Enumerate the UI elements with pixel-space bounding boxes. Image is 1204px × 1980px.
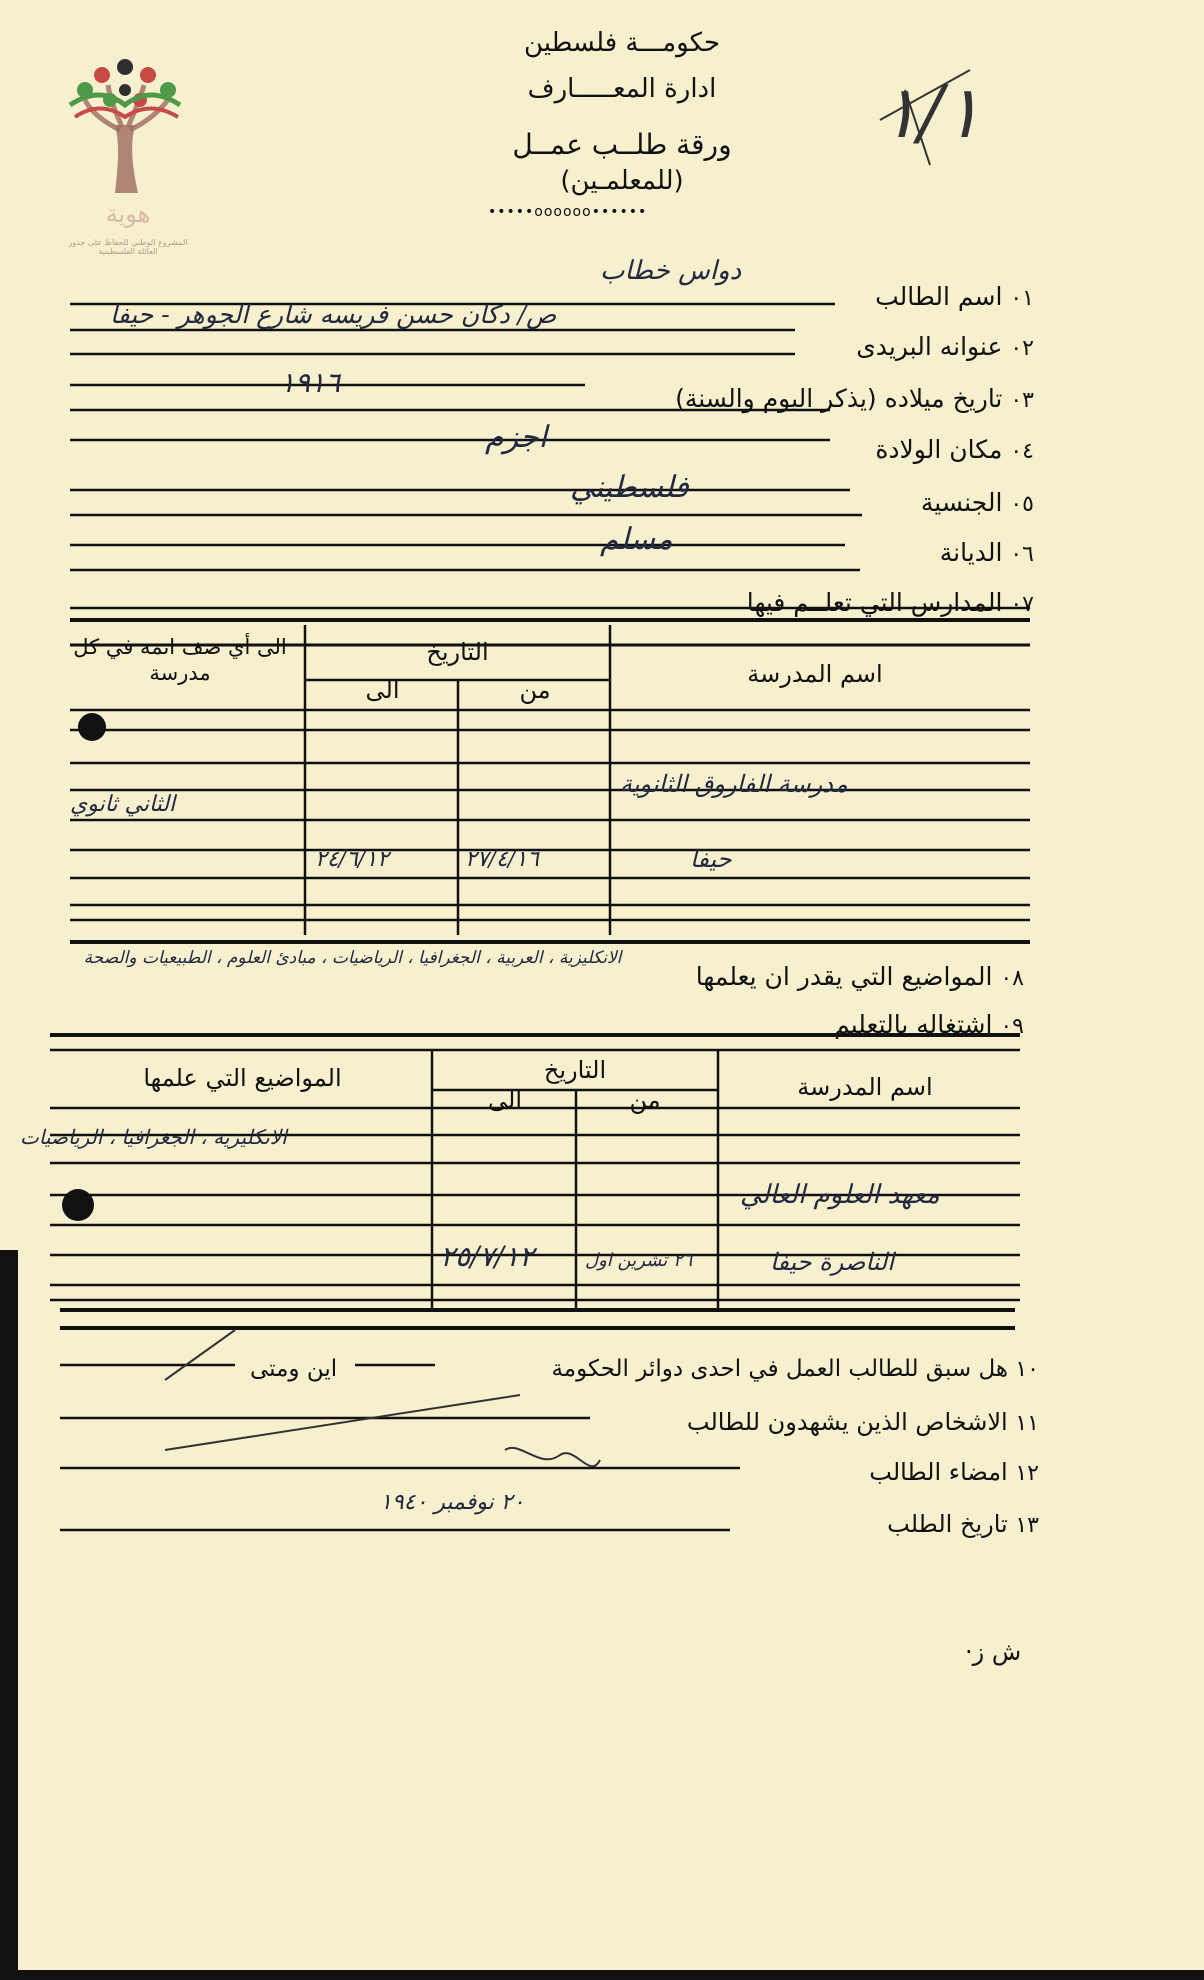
footer-mark: ش ز· — [965, 1638, 1022, 1666]
col-teaching-school-header: اسم المدرسة — [797, 1073, 933, 1101]
field-06-label: ٠٦ الديانة — [939, 538, 1034, 567]
field-01-label: ٠١ اسم الطالب — [875, 282, 1034, 311]
signature — [500, 1440, 610, 1480]
field-07-label: ٠٧ المدارس التي تعلــم فيها — [746, 588, 1034, 617]
field-02-value: ص/ دكان حسن فريسه شارع الجوهر - حيفا — [110, 300, 557, 329]
field-06-value: مسلم — [600, 522, 673, 557]
page-mark: ١/١ — [880, 70, 982, 154]
col-from-header: من — [519, 676, 551, 704]
school-row-2-to: ٢٤/٦/١٢ — [315, 847, 389, 872]
field-04-value: اجزم — [485, 420, 548, 455]
col-grade-header: الى أي صف اتمه في كل مدرسة — [73, 635, 287, 685]
col-date-header: التاريخ — [426, 638, 489, 666]
logo-name: هوية — [105, 200, 151, 228]
teaching-row-2-to: ٢٥/٧/١٢ — [440, 1240, 535, 1273]
field-10-label-2: اين ومتى — [250, 1356, 338, 1382]
header-ornament: ••••••oooooo••••• — [488, 204, 648, 220]
field-05-value: فلسطيني — [570, 470, 689, 505]
header-government: حكومـــة فلسطين — [523, 28, 721, 58]
field-10-label: ١٠ هل سبق للطالب العمل في احدى دوائر الحكومة — [551, 1356, 1039, 1382]
header-form-title: ورقة طلــب عمــل — [512, 128, 732, 161]
field-03-label: ٠٣ تاريخ ميلاده (يذكر اليوم والسنة) — [675, 384, 1034, 413]
col-teaching-subjects-header: المواضيع التي علمها — [143, 1064, 342, 1092]
col-teaching-to-header: الى — [488, 1086, 522, 1114]
school-row-2-from: ٢٧/٤/١٦ — [465, 847, 539, 872]
field-08-value: الانكليزية ، العربية ، الجغرافيا ، الرياضيات ، مبادئ العلوم ، الطبيعيات والصحة — [83, 948, 622, 968]
col-school-header: اسم المدرسة — [747, 660, 883, 688]
field-13-label: ١٣ تاريخ الطلب — [887, 1510, 1039, 1538]
field-11-label: ١١ الاشخاص الذين يشهدون للطالب — [686, 1408, 1039, 1436]
col-teaching-date-header: التاريخ — [543, 1056, 607, 1084]
school-row-2-name: حيفا — [690, 845, 732, 873]
logo-subtitle: المشروع الوطني للحفاظ على جذور العائلة الفلسطينية — [68, 238, 188, 256]
field-01-value: دواس خطاب — [600, 256, 742, 286]
field-02-label: ٠٢ عنوانه البريدى — [856, 332, 1034, 361]
field-13-value: ٢٠ نوفمبر ١٩٤٠ — [380, 1490, 525, 1515]
school-row-1-name: مدرسة الفاروق الثانوية — [620, 770, 848, 798]
teaching-row-1-subjects: الانكليزية ، الجغرافيا ، الرياضيات — [20, 1125, 287, 1149]
field-04-label: ٠٤ مكان الولادة — [875, 435, 1034, 464]
teaching-row-2-from: ٢٦ تشرين اول — [585, 1250, 693, 1271]
header-subtitle: (للمعلمـين) — [560, 166, 684, 196]
col-teaching-from-header: من — [629, 1086, 661, 1114]
teaching-row-1-school: معهد العلوم العالي — [740, 1180, 940, 1210]
school-row-1-grade: الثاني ثانوي — [70, 792, 176, 817]
field-12-label: ١٢ امضاء الطالب — [869, 1458, 1039, 1486]
field-08-label: ٠٨ المواضيع التي يقدر ان يعلمها — [695, 962, 1024, 991]
field-03-value: ١٩١٦ — [280, 366, 341, 399]
col-to-header: الى — [365, 676, 400, 704]
header-department: ادارة المعـــــارف — [527, 74, 717, 104]
field-05-label: ٠٥ الجنسية — [920, 488, 1034, 517]
field-09-label: ٠٩ اشتغاله بالتعليم — [834, 1010, 1024, 1039]
teaching-row-2-school: الناصرة حيفا — [770, 1248, 894, 1276]
